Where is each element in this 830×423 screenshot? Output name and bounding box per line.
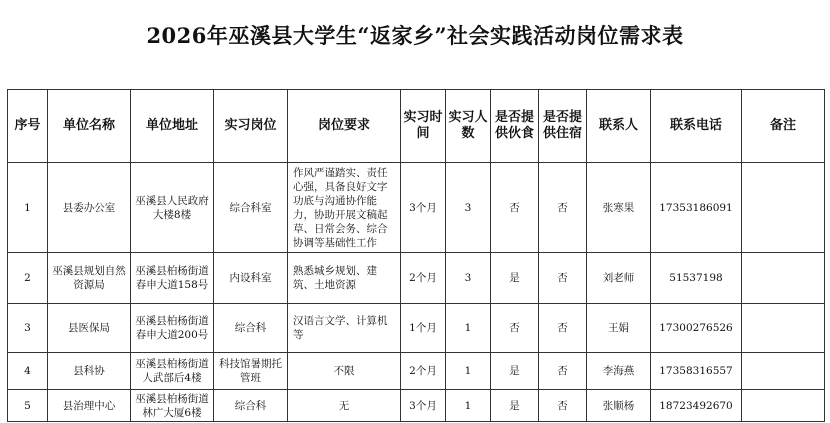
cell-phone: 51537198 <box>651 253 742 304</box>
cell-remark <box>742 390 825 422</box>
cell-meals: 是 <box>491 353 539 390</box>
cell-no: 4 <box>8 353 48 390</box>
cell-lodging: 否 <box>539 304 587 353</box>
header-lodging: 是否提供住宿 <box>539 90 587 163</box>
cell-lodging: 否 <box>539 163 587 253</box>
cell-phone: 17358316557 <box>651 353 742 390</box>
table-row <box>8 253 825 304</box>
cell-post: 内设科室 <box>214 253 288 304</box>
cell-requirement: 作风严谨踏实、责任心强，具备良好文字功底与沟通协作能力，协助开展文稿起草、日常会务、综合协调等基础性工作 <box>288 163 401 253</box>
cell-address: 巫溪县柏杨街道人武部后4楼 <box>131 353 214 390</box>
cell-lodging: 否 <box>539 253 587 304</box>
header-count: 实习人数 <box>446 90 491 163</box>
cell-address: 巫溪县柏杨街道春申大道158号 <box>131 253 214 304</box>
cell-contact: 刘老师 <box>587 253 651 304</box>
cell-duration: 3个月 <box>401 390 446 422</box>
cell-contact: 张寒果 <box>587 163 651 253</box>
cell-unit: 县委办公室 <box>48 163 131 253</box>
cell-remark <box>742 253 825 304</box>
cell-no: 1 <box>8 163 48 253</box>
cell-unit: 县治理中心 <box>48 390 131 422</box>
header-meals: 是否提供伙食 <box>491 90 539 163</box>
cell-lodging: 否 <box>539 390 587 422</box>
header-post: 实习岗位 <box>214 90 288 163</box>
header-duration: 实习时间 <box>401 90 446 163</box>
header-no: 序号 <box>8 90 48 163</box>
cell-remark <box>742 353 825 390</box>
cell-duration: 2个月 <box>401 253 446 304</box>
cell-post: 综合科室 <box>214 163 288 253</box>
cell-requirement: 汉语言文学、计算机等 <box>288 304 401 353</box>
cell-address: 巫溪县人民政府大楼8楼 <box>131 163 214 253</box>
cell-contact: 李海燕 <box>587 353 651 390</box>
cell-no: 2 <box>8 253 48 304</box>
cell-meals: 否 <box>491 304 539 353</box>
cell-contact: 张顺杨 <box>587 390 651 422</box>
cell-no: 3 <box>8 304 48 353</box>
table-row <box>8 390 825 422</box>
page-title: 2026年巫溪县大学生“返家乡”社会实践活动岗位需求表 <box>146 23 684 48</box>
cell-duration: 2个月 <box>401 353 446 390</box>
header-remark: 备注 <box>742 90 825 163</box>
cell-contact: 王娟 <box>587 304 651 353</box>
cell-unit: 县科协 <box>48 353 131 390</box>
cell-remark <box>742 304 825 353</box>
cell-phone: 17300276526 <box>651 304 742 353</box>
cell-post: 综合科 <box>214 304 288 353</box>
cell-meals: 是 <box>491 390 539 422</box>
cell-requirement: 不限 <box>288 353 401 390</box>
cell-count: 3 <box>446 253 491 304</box>
cell-duration: 1个月 <box>401 304 446 353</box>
table-row <box>8 163 825 253</box>
cell-meals: 是 <box>491 253 539 304</box>
header-phone: 联系电话 <box>651 90 742 163</box>
cell-phone: 17353186091 <box>651 163 742 253</box>
header-requirement: 岗位要求 <box>288 90 401 163</box>
cell-count: 1 <box>446 304 491 353</box>
cell-post: 综合科 <box>214 390 288 422</box>
cell-requirement: 无 <box>288 390 401 422</box>
cell-address: 巫溪县柏杨街道春申大道200号 <box>131 304 214 353</box>
header-address: 单位地址 <box>131 90 214 163</box>
cell-remark <box>742 163 825 253</box>
table-header-row <box>8 90 825 163</box>
cell-post: 科技馆暑期托管班 <box>214 353 288 390</box>
table-row <box>8 304 825 353</box>
cell-lodging: 否 <box>539 353 587 390</box>
cell-unit: 县医保局 <box>48 304 131 353</box>
table-row <box>8 353 825 390</box>
cell-count: 1 <box>446 390 491 422</box>
cell-count: 1 <box>446 353 491 390</box>
cell-phone: 18723492670 <box>651 390 742 422</box>
cell-unit: 巫溪县规划自然资源局 <box>48 253 131 304</box>
cell-meals: 否 <box>491 163 539 253</box>
header-contact: 联系人 <box>587 90 651 163</box>
cell-count: 3 <box>446 163 491 253</box>
cell-duration: 3个月 <box>401 163 446 253</box>
cell-no: 5 <box>8 390 48 422</box>
cell-address: 巫溪县柏杨街道林广大厦6楼 <box>131 390 214 422</box>
job-requirements-table <box>7 89 825 422</box>
header-unit: 单位名称 <box>48 90 131 163</box>
cell-requirement: 熟悉城乡规划、建筑、土地资源 <box>288 253 401 304</box>
